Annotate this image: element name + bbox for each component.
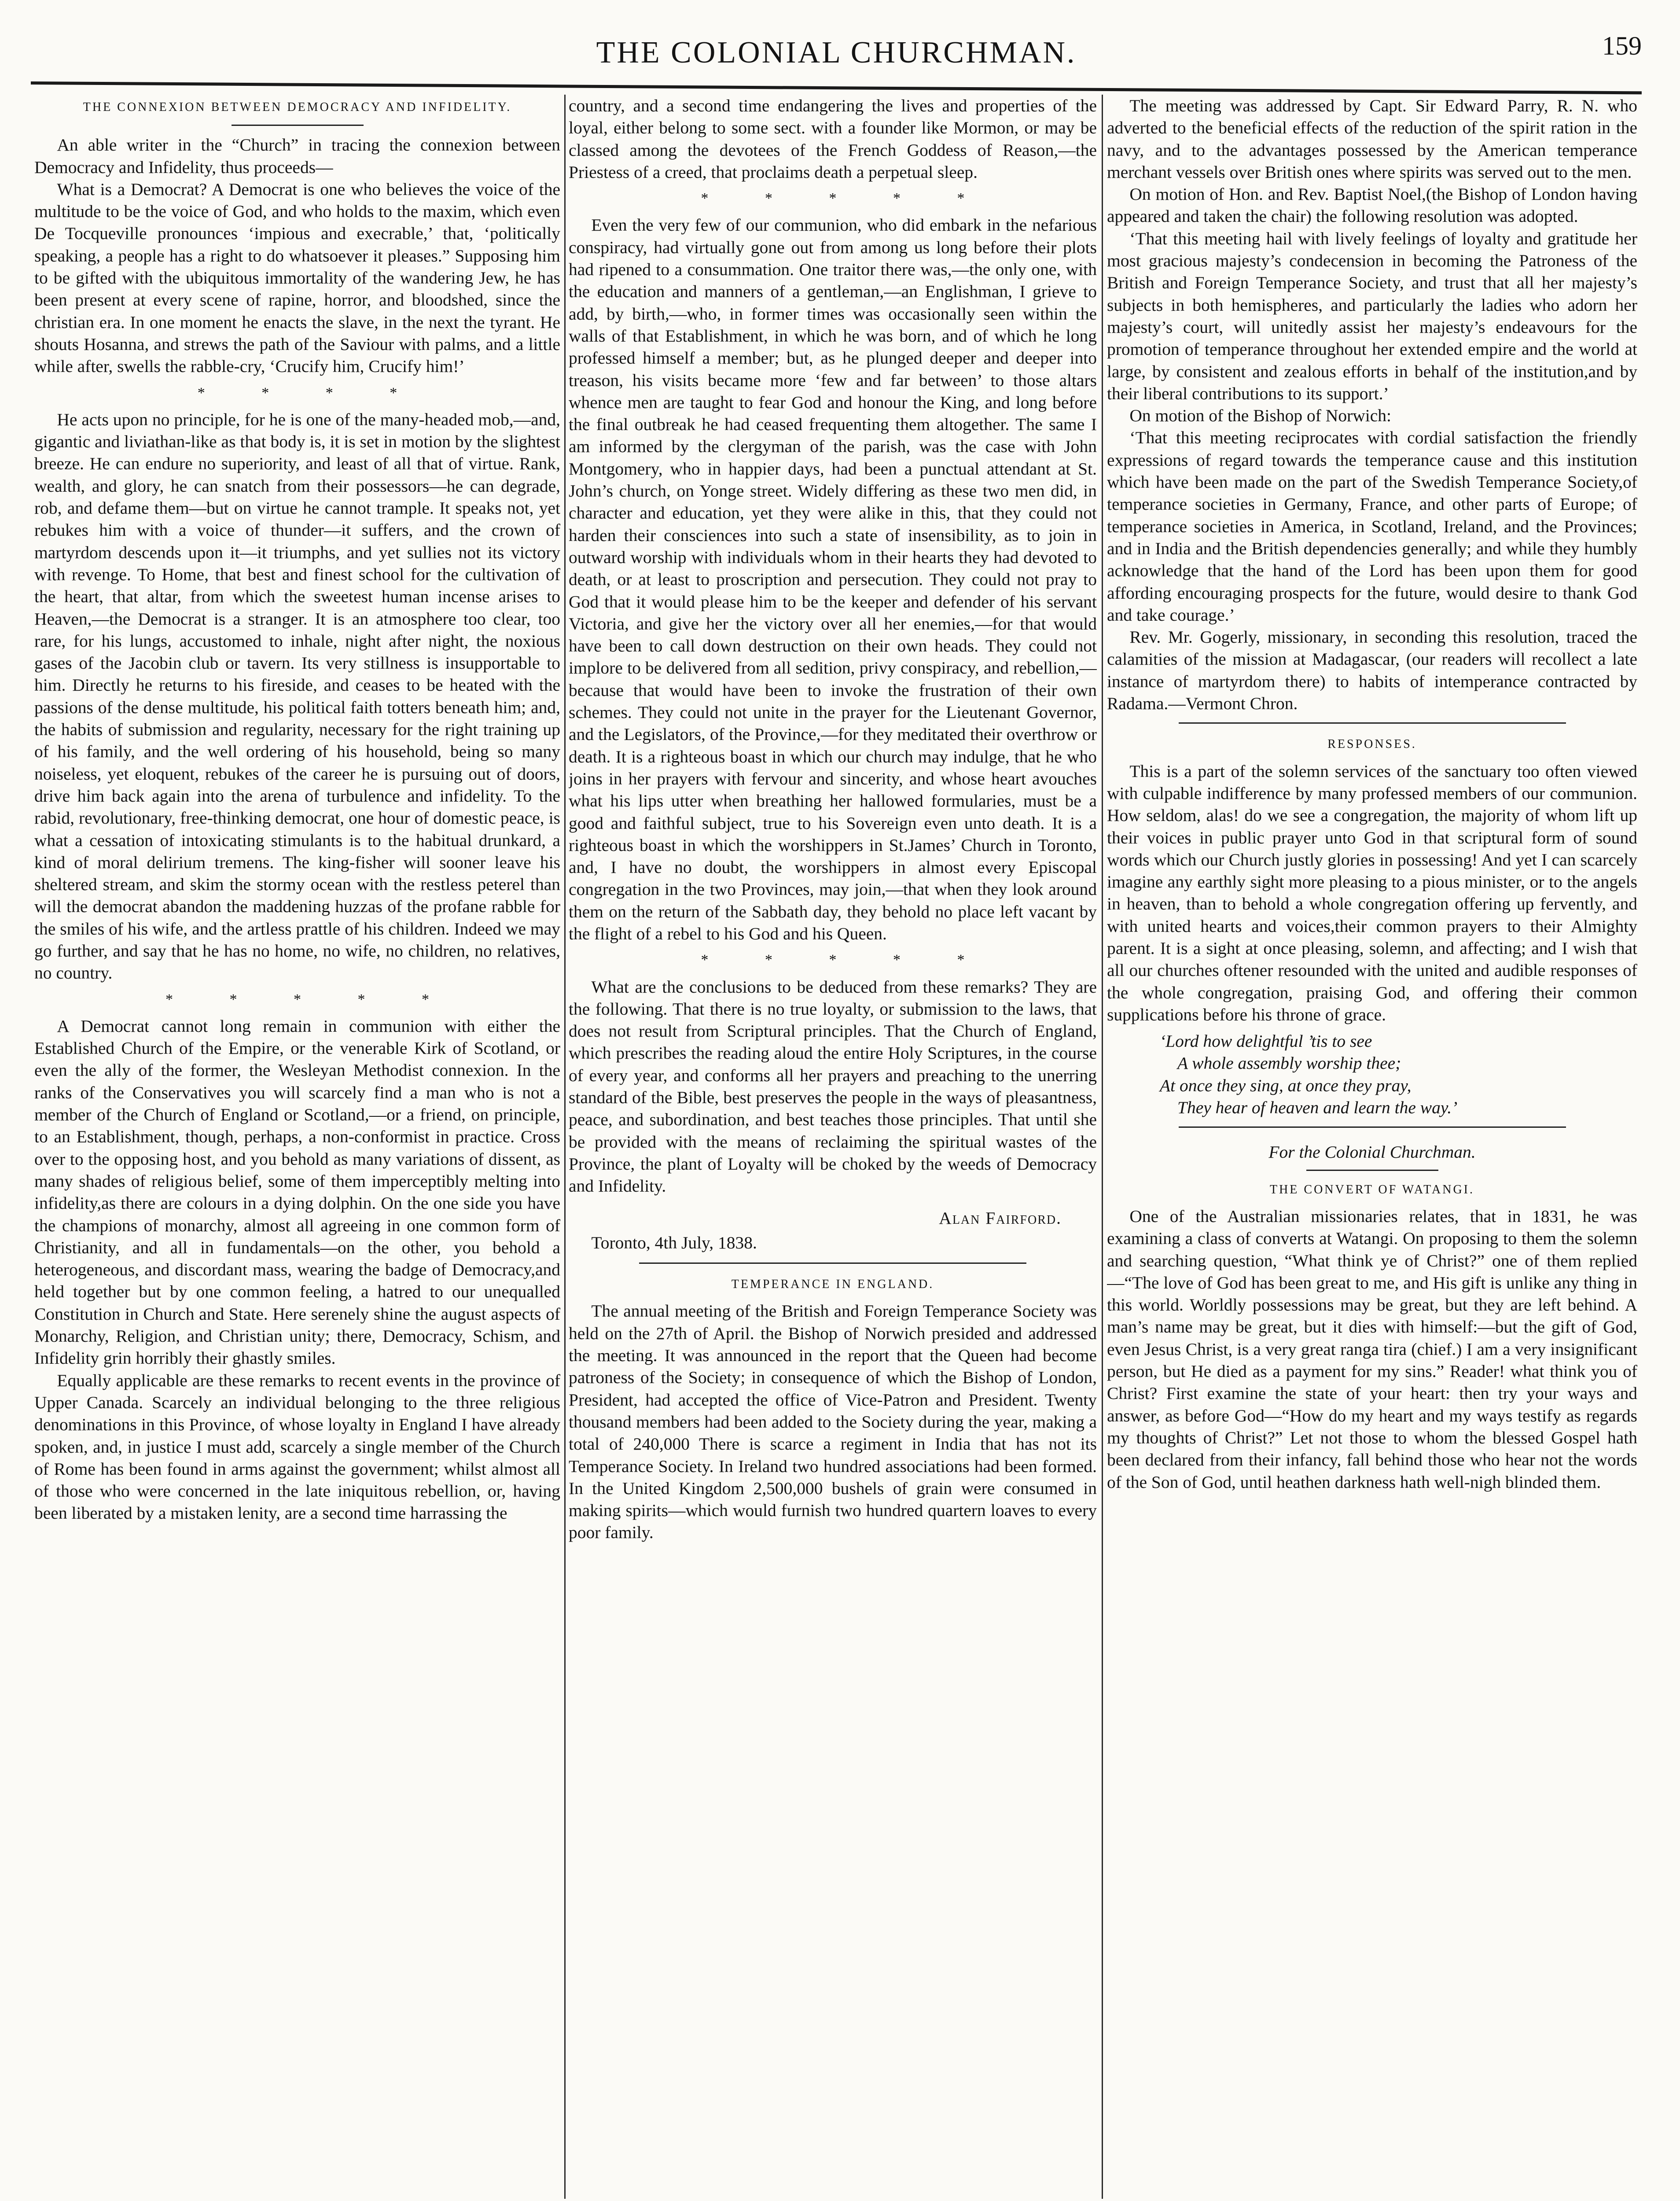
paragraph: ‘That this meeting reciprocates with cordial satisfaction the friendly expressions of regard towards the temperance cause and this institution which have been made on the part of the Swedish Temperance Society,of temperance societies in Germany, France, and other parts of Europe; of temperance societies in America, in Scotland, Ireland, and the Provinces; and in India and the British dependencies generally; and while they humbly acknowledge that the hand of the Lord has been upon them for good affording encouraging prospects for the future, would desire to thank God and take courage.’ xyxy=(1107,428,1637,625)
section-rule xyxy=(1179,722,1566,724)
verse-line: They hear of heaven and learn the way.’ xyxy=(1177,1098,1458,1118)
column-divider xyxy=(564,95,566,2199)
header-rule xyxy=(31,81,1642,94)
paragraph: He acts upon no principle, for he is one of the many-headed mob,—and, gigantic and liviathan-like as that body is, it is set in motion by the slightest breeze. He can endure no superiority, and least of all that of virtue. Rank, wealth, and glory, he can snatch from their possessors—he can degrade, rob, and defame them—but on virtue he cannot trample. It speaks not, yet rebukes him with a voice of thunder—it suffers, and the crown of martyrdom descends upon it—it triumphs, and yet sullies not its victory with revenge. To Home, that best and finest school for the cultivation of the heart, that altar, from which the sweetest human incense arises to Heaven,—the Democrat is a stranger. It is an atmosphere too clear, too rare, for his lungs, accustomed to inhale, night after night, the noxious gases of the Jacobin club or tavern. Its very stillness is insupportable to him. Directly he returns to his fireside, and ceases to be heated with the passions of the dense multitude, his political faith totters beneath him; and, the habits of submission and regularity, necessary for the right training up of his family, and the well ordering of his household, being so many noiseless, yet eloquent, rebukes of the career he is pursuing out of doors, drive him back again into the arena of turbulence and infidelity. To the rabid, revolutionary, free-thinking democrat, one hour of domestic peace, is what a cessation of intoxicating stimulants is to the habitual drunkard, a kind of moral delirium tremens. The king-fisher will sooner leave his sheltered stream, and skim the stormy ocean with the restless peterel than will the democrat abandon the maddening huzzas of the profane rabble for the smiles of his wife, and the artless prattle of his children. Indeed we may go further, and say that he has no home, no wife, no children, no relatives, no country. xyxy=(34,409,560,983)
verse-line: A whole assembly worship thee; xyxy=(1177,1053,1401,1073)
paragraph: Equally applicable are these remarks to recent events in the province of Upper Canada. Scarcely an individual belonging to the three religious denominations in this Province, of whose loyalty in England I have already spoken, and, in justice I must add, scarcely a single member of the Church of Rome has been found in arms against the government; whilst almost all of those who were concerned in the late iniquitous rebellion, or, having been liberated by a mistaken lenity, are a second time harrassing the xyxy=(34,1370,560,1523)
page-number: 159 xyxy=(1602,31,1642,60)
paragraph: ‘That this meeting hail with lively feelings of loyalty and gratitude her most gracious majesty’s condecension in becoming the Patroness of the British and Foreign Temperance Society, and trust that all her majesty’s subjects in both hemispheres, and particularly the ladies who adorn her majesty’s court, will unitedly assist her majesty’s endeavours for the promotion of temperance throughout her extended empire and the world at large, by consistent and zealous efforts in behalf of the institution,and by their liberal contributions to its support.’ xyxy=(1107,228,1637,403)
signature: Alan Fairford. xyxy=(939,1208,1062,1228)
hymn-verse xyxy=(1160,1030,1637,1119)
paragraph: country, and a second time endangering the lives and properties of the loyal, either belong to some sect. with a founder like Mormon, or may be classed among the devotees of the French Goddess of Reason,—the Priestess of a creed, that proclaims death a perpetual sleep. xyxy=(569,96,1097,182)
article-heading: THE CONNEXION BETWEEN DEMOCRACY AND INFIDELITY. xyxy=(83,100,512,114)
section-rule xyxy=(639,1262,1026,1264)
verse-line: ‘Lord how delightful ’tis to see xyxy=(1160,1031,1372,1051)
verse-line: At once they sing, at once they pray, xyxy=(1160,1075,1412,1095)
paragraph: A Democrat cannot long remain in communion with either the Established Church of the Empire, or the venerable Kirk of Scotland, or even the ally of the former, the Wesleyan Methodist connexion. In the ranks of the Conservatives you will scarcely find a man who is not a member of the Church of England or Scotland,—or a friend, on principle, to an Establishment, though, perhaps, a non-conformist in practice. Cross over to the opposing host, and you behold as many variations of dissent, as many shades of religious belief, some of them imperceptibly melting into infidelity,as there are colours in a dying dolphin. On the one side you have the champions of monarchy, almost all agreeing in one common form of Christianity, and all in fundamentals—on the other, you behold a heterogeneous, and discordant mass, wearing the badge of Democracy,and held together but by one common feeling, a hatred to our unequalled Constitution in Church and State. Here serenely shine the august aspects of Monarchy, Religion, and Christian unity; there, Democracy, Schism, and Infidelity grin horribly their ghastly smiles. xyxy=(34,1016,560,1368)
column-3 xyxy=(1107,95,1637,2199)
article-heading: TEMPERANCE IN ENGLAND. xyxy=(731,1277,934,1292)
paragraph: The meeting was addressed by Capt. Sir Edward Parry, R. N. who adverted to the beneficial effects of the reduction of the spirit ration in the navy, and to the advantages possessed by the American temperance merchant vessels over British ones where spirits was served out to the men. xyxy=(1107,96,1637,182)
article-heading: RESPONSES. xyxy=(1327,737,1417,751)
paragraph: Even the very few of our communion, who did embark in the nefarious conspiracy, had virtually gone out from among us long before their plots had ripened to a consummation. One traitor there was,—the only one, with the education and manners of a gentleman,—an Englishman, I grieve to add, by birth,—who, in former times was occasionally seen within the walls of that Establishment, in which he was born, and of which he long professed himself a member; but, as he plunged deeper and deeper into treason, his visits became more ‘few and far between’ to those altars whence men are taught to fear God and honour the King, and long before the final outbreak he had ceased frequenting them altogether. The same I am informed by the clergyman of the parish, was the case with John Montgomery, who in happier days, had been a punctual attendant at St. John’s church, on Yonge street. Widely differing as these two men did, in character and education, yet they were alike in this, that they could not harden their consciences into such a state of insensibility, as to join in outward worship with individuals whom in their hearts they had devoted to death, or at least to proscription and persecution. They could not pray to God that it would please him to be the keeper and defender of his servant Victoria, and give her the victory over all her enemies,—for that would have been to call down destruction on their own heads. They could not implore to be delivered from all sedition, privy conspiracy, and rebellion,—because that would have been to invoke the frustration of their own schemes. They could not unite in the prayer for the Lieutenant Governor, and the Legislators, of the Province,—for they meditated their overthrow or death. It is a righteous boast in which our church may indulge, that he who joins in her prayers with fervour and sincerity, and whose heart avouches what his lips utter when breathing her hallowed formularies, must be a good and faithful subject, true to his Sovereign even unto death. It is a righteous boast in which the worshippers in St.James’ Church in Toronto, and, I have no doubt, the worshippers in almost every Episcopal congregation in the two Provinces, may join,—that when they look around them on the return of the Sabbath day, they behold no place left vacant by the flight of a rebel to his God and his Queen. xyxy=(569,215,1097,943)
paragraph: One of the Australian missionaries relates, that in 1831, he was examining a class of converts at Watangi. On proposing to them the solemn and searching question, “What think ye of Christ?” one of them replied—“The love of God has been great to me, and His gift is unlike any thing in this world. Worldly possessions may be great, but they are left behind. A man’s name may be great, but it dies with himself:—but the gift of God, even Jesus Christ, is a very great ranga tira (chief.) I am a very insignificant person, but He died as a payment for my sins.” Reader! what think you of Christ? First examine the state of your heart: then try your ways and answer, as before God—“How do my heart and my ways testify as regards my thoughts of Christ?” Let not those to whom the blessed Gospel hath been declared from their infancy, fall behind those who hear not the words of the Son of God, until heathen darkness hath well-nigh blinded them. xyxy=(1107,1206,1637,1492)
column-divider xyxy=(1102,95,1103,2199)
byline: For the Colonial Churchman. xyxy=(1268,1142,1476,1162)
paragraph: An able writer in the “Church” in tracing the connexion between Democracy and Infidelity, thus proceeds— xyxy=(34,135,560,177)
section-stars: * * * * xyxy=(197,384,397,401)
section-rule xyxy=(1179,1126,1566,1128)
section-stars: * * * * * xyxy=(165,991,429,1008)
section-rule xyxy=(1306,1170,1438,1171)
paragraph: Rev. Mr. Gogerly, missionary, in seconding this resolution, traced the calamities of the mission at Madagascar, (our readers will recollect a late instance of martyrdom there) to habits of intemperance contracted by Radama.—Vermont Chron. xyxy=(1107,627,1637,714)
paragraph: What are the conclusions to be deduced from these remarks? They are the following. That there is no true loyalty, or submission to the laws, that does not result from Scriptural principles. That the Church of England, which prescribes the reading aloud the entire Holy Scriptures, in the course of every year, and conforms all her prayers and preaching to the unerring standard of the Bible, best preserves the people in the ways of pleasantness, peace, and subordination, and best teaches those principles. That until she be provided with the means of reclaiming the spiritual wastes of the Province, the plant of Loyalty will be choked by the weeds of Democracy and Infidelity. xyxy=(569,977,1097,1196)
column-1 xyxy=(34,95,560,2199)
page-header xyxy=(31,31,1642,79)
paragraph: What is a Democrat? A Democrat is one who believes the voice of the multitude to be the voice of God, and who holds to the maxim, which even De Tocqueville pronounces ‘impious and execrable,’ that, ‘politically speaking, a people has a right to do whatsoever it pleases.” Supposing him to be gifted with the ubiquitous immortality of the wandering Jew, he has been present at every scene of rapine, horror, and bloodshed, since the christian era. In one moment he enacts the slave, in the next the tyrant. He shouts Hosanna, and strews the path of the Saviour with palms, and a little while after, swells the rabble-cry, ‘Crucify him, Crucify him!’ xyxy=(34,179,560,376)
dateline: Toronto, 4th July, 1838. xyxy=(591,1233,757,1252)
paragraph: On motion of the Bishop of Norwich: xyxy=(1129,406,1391,426)
paragraph: The annual meeting of the British and Foreign Temperance Society was held on the 27th of April. the Bishop of Norwich presided and addressed the meeting. It was announced in the report that the Queen had become patroness of the Society; in consequence of which the Bishop of London, President, had accepted the office of Vice-Patron and President. Twenty thousand members had been added to the Society during the year, making a total of 240,000 There is scarce a regiment in India that has not its Temperance Society. In Ireland two hundred associations had been formed. In the United Kingdom 2,500,000 bushels of grain were consumed in making spirits—which would furnish two hundred quartern loaves to every poor family. xyxy=(569,1301,1097,1542)
page-title: THE COLONIAL CHURCHMAN. xyxy=(596,36,1077,70)
paragraph: This is a part of the solemn services of the sanctuary too often viewed with culpable indifference by many professed members of our communion. How seldom, alas! do we see a congregation, the majority of whom lift up their voices in public prayer unto God in that scriptural form of sound words which our Church justly glories in possessing! And yet I can scarcely imagine any earthly sight more pleasing to a pious minister, or to the angels in heaven, than to behold a whole congregation offering up fervently, and with united hearts and voices,their common prayers to their Almighty parent. It is a sight at once pleasing, solemn, and affecting; and I wish that all our churches oftener resounded with the united and audible responses of the whole congregation, praising God, and offering their common supplications before his throne of grace. xyxy=(1107,761,1637,1024)
column-2 xyxy=(569,95,1097,2199)
article-heading: THE CONVERT OF WATANGI. xyxy=(1269,1182,1475,1196)
section-stars: * * * * * xyxy=(701,952,965,968)
section-rule xyxy=(232,125,364,126)
section-stars: * * * * * xyxy=(701,190,965,207)
paragraph: On motion of Hon. and Rev. Baptist Noel,(the Bishop of London having appeared and taken the chair) the following resolution was adopted. xyxy=(1107,184,1637,226)
